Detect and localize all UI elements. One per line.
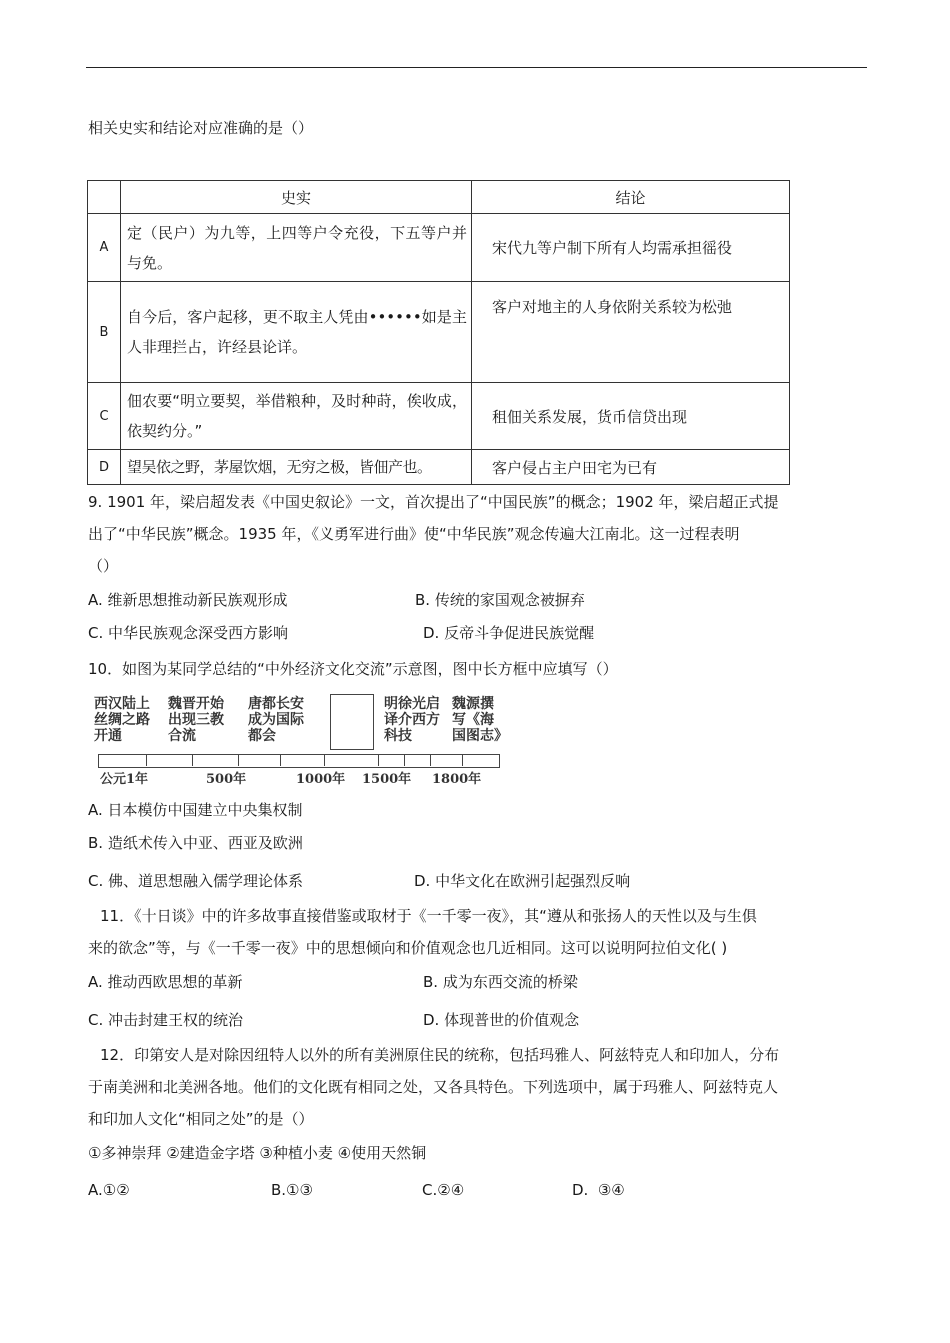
q12-items: ①多神崇拜 ②建造金字塔 ③种植小麦 ④使用天然铜 <box>88 1144 427 1162</box>
q11-line-2: 来的欲念”等，与《一千零一夜》中的思想倾向和价值观念也几近相同。这可以说明阿拉伯文化( ) <box>88 939 728 957</box>
row-fact: 望吴依之野，茅屋饮烟，无穷之极，皆佃产也。 <box>121 450 472 485</box>
timeline-event: 明徐光启 译介西方 科技 <box>384 696 440 744</box>
row-label: B <box>88 282 121 383</box>
table-header-row <box>88 181 790 214</box>
timeline-event: 魏晋开始 出现三教 合流 <box>168 696 224 744</box>
timeline-event: 西汉陆上 丝绸之路 开通 <box>94 696 150 744</box>
q12-option-d: D. ③④ <box>572 1181 625 1199</box>
table-row <box>88 383 790 450</box>
timeline-tick-label: 1000年 <box>296 772 346 787</box>
row-fact: 佃农要“明立要契，举借粮种，及时种莳，俟收成，依契约分。” <box>121 383 472 450</box>
q12-option-c: C.②④ <box>422 1181 465 1199</box>
timeline-tick-label: 公元1年 <box>100 772 149 787</box>
row-fact: 定（民户）为九等，上四等户令充役，下五等户并与免。 <box>121 214 472 282</box>
row-label: A <box>88 214 121 282</box>
row-conclusion: 客户对地主的人身依附关系较为松弛 <box>472 282 790 383</box>
timeline-tick <box>462 754 463 766</box>
timeline-tick <box>280 754 281 766</box>
q12-line-3: 和印加人文化“相同之处”的是（） <box>88 1110 314 1128</box>
header-conclusion: 结论 <box>472 181 790 214</box>
table-row <box>88 282 790 383</box>
row-conclusion: 宋代九等户制下所有人均需承担徭役 <box>472 214 790 282</box>
row-fact: 自今后，客户起移，更不取主人凭由••••••如是主人非理拦占，许经县论详。 <box>121 282 472 383</box>
timeline-tick <box>238 754 239 766</box>
q12-line-2: 于南美洲和北美洲各地。他们的文化既有相同之处，又各具特色。下列选项中，属于玛雅人、阿兹特克人 <box>88 1078 779 1096</box>
q9-line-1: 9. 1901 年，梁启超发表《中国史叙论》一文，首次提出了“中国民族”的概念；1902 年，梁启超正式提 <box>88 493 779 511</box>
timeline-blank-box <box>330 694 374 750</box>
table-row <box>88 450 790 485</box>
q10-option-d: D. 中华文化在欧洲引起强烈反响 <box>414 872 631 890</box>
q9-option-a: A. 维新思想推动新民族观形成 <box>88 591 288 609</box>
q9-option-c: C. 中华民族观念深受西方影响 <box>88 624 289 642</box>
timeline-tick <box>378 754 379 766</box>
q12-option-a: A.①② <box>88 1181 130 1199</box>
q9-option-d: D. 反帝斗争促进民族觉醒 <box>423 624 595 642</box>
q10-option-a: A. 日本模仿中国建立中央集权制 <box>88 801 303 819</box>
table-corner-cell <box>88 181 121 214</box>
timeline-tick-label: 500年 <box>206 772 247 787</box>
timeline-bar <box>98 754 500 768</box>
q12-line-1: 12．印第安人是对除因纽特人以外的所有美洲原住民的统称，包括玛雅人、阿兹特克人和印加人，分布 <box>100 1046 780 1064</box>
q9-line-2: 出了“中华民族”概念。1935 年，《义勇军进行曲》使“中华民族”观念传遍大江南北。这一过程表明 <box>88 525 740 543</box>
q11-option-b: B. 成为东西交流的桥梁 <box>423 973 578 991</box>
q9-option-b: B. 传统的家国观念被摒弃 <box>415 591 585 609</box>
header-fact: 史实 <box>121 181 472 214</box>
timeline-tick <box>146 754 147 766</box>
timeline-tick <box>404 754 405 766</box>
timeline-tick-label: 1500年 <box>362 772 412 787</box>
timeline-tick <box>430 754 431 766</box>
timeline-event: 魏源撰 写《海 国图志》 <box>452 696 508 744</box>
row-label: C <box>88 383 121 450</box>
q11-option-a: A. 推动西欧思想的革新 <box>88 973 243 991</box>
header-rule <box>86 67 867 68</box>
timeline-event: 唐都长安 成为国际 都会 <box>248 696 304 744</box>
q8-table <box>87 180 790 485</box>
q12-option-b: B.①③ <box>271 1181 313 1199</box>
q10-stem: 10．如图为某同学总结的“中外经济文化交流”示意图，图中长方框中应填写（） <box>88 660 618 678</box>
row-label: D <box>88 450 121 485</box>
row-conclusion: 客户侵占主户田宅为已有 <box>472 450 790 485</box>
q9-line-3: （） <box>88 557 119 575</box>
row-conclusion: 租佃关系发展，货币信贷出现 <box>472 383 790 450</box>
table-row <box>88 214 790 282</box>
q10-option-c: C. 佛、道思想融入儒学理论体系 <box>88 872 304 890</box>
timeline-tick <box>192 754 193 766</box>
q11-line-1: 11．《十日谈》中的许多故事直接借鉴或取材于《一千零一夜》，其“遵从和张扬人的天性以及与生俱 <box>100 907 757 925</box>
q8-stem: 相关史实和结论对应准确的是（） <box>88 119 314 137</box>
q11-option-d: D. 体现普世的价值观念 <box>423 1011 580 1029</box>
q10-option-b: B. 造纸术传入中亚、西亚及欧洲 <box>88 834 303 852</box>
q10-timeline-figure <box>90 692 510 786</box>
timeline-tick-label: 1800年 <box>432 772 482 787</box>
timeline-tick <box>324 754 325 766</box>
q11-option-c: C. 冲击封建王权的统治 <box>88 1011 244 1029</box>
